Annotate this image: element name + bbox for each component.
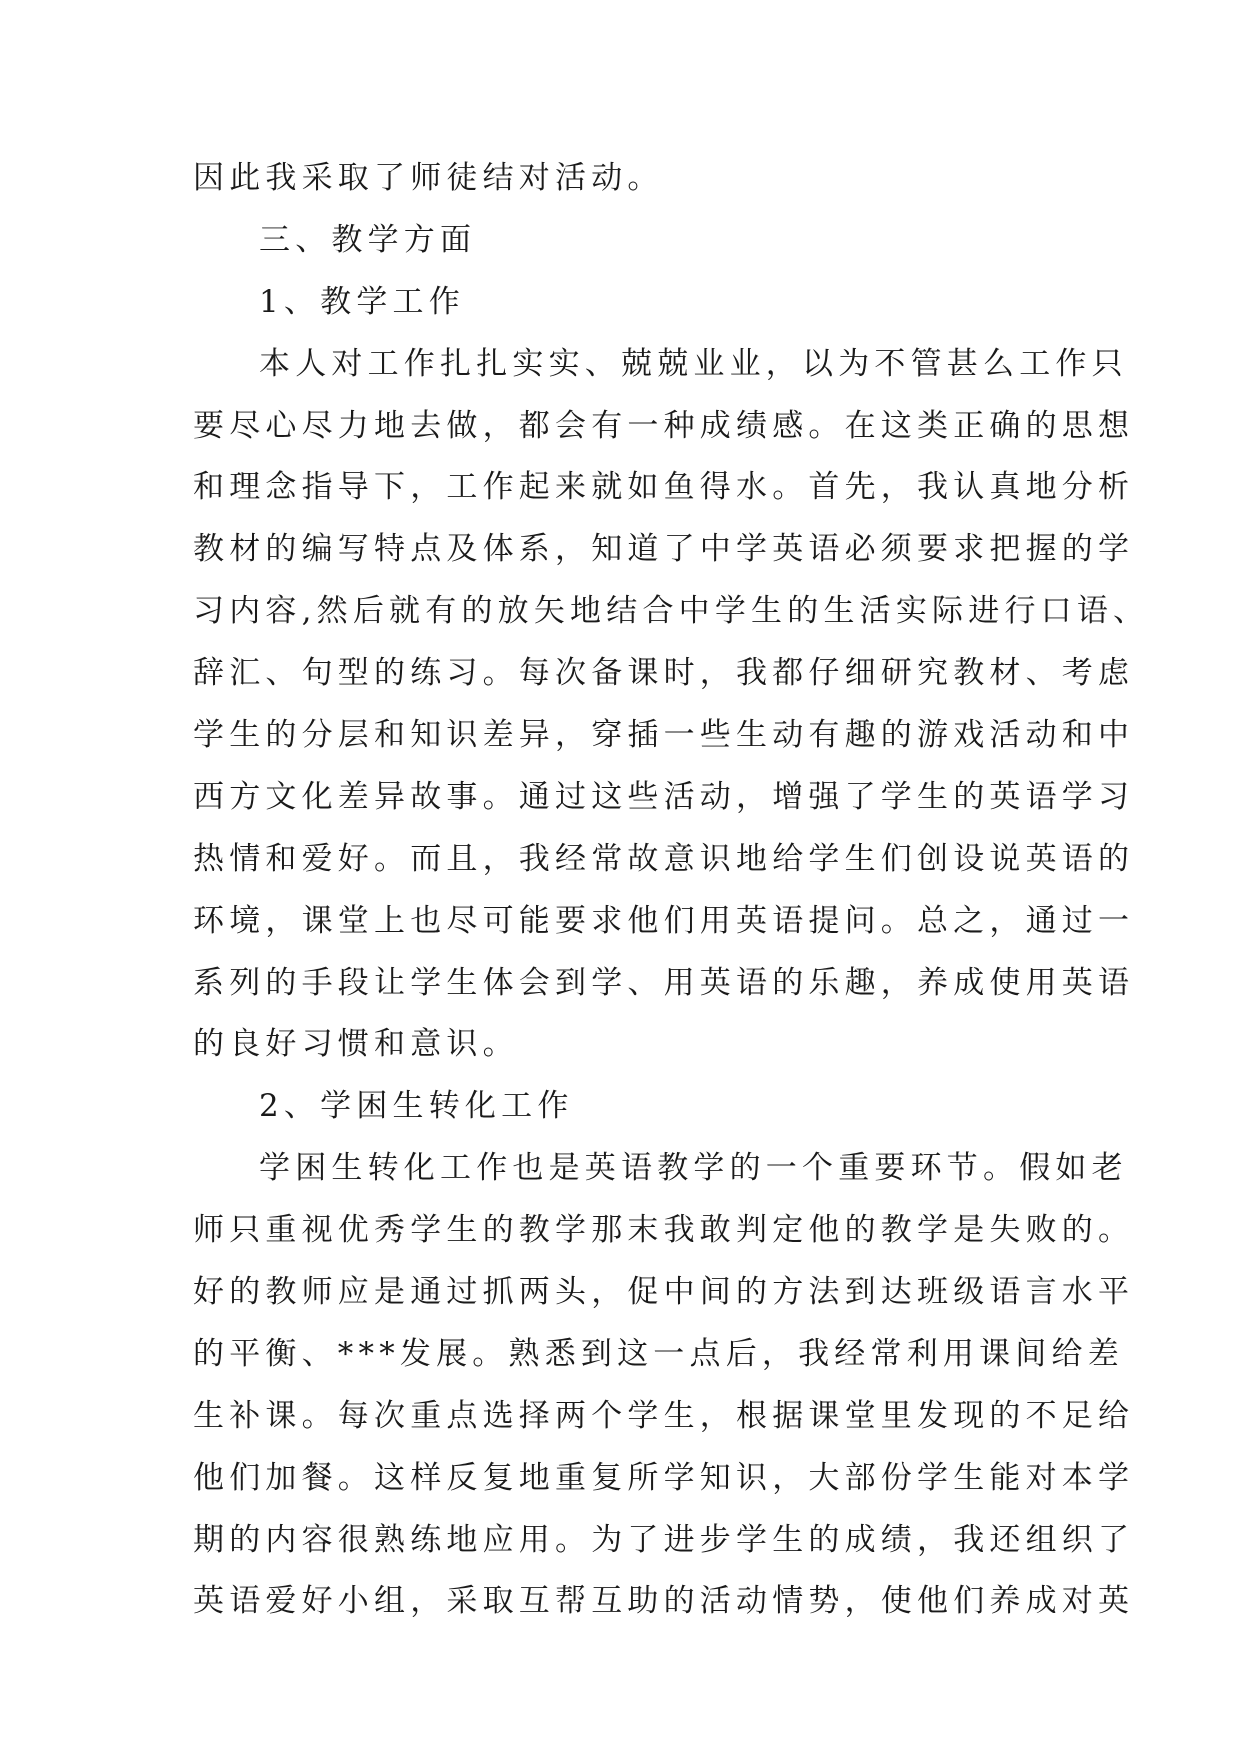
- paragraph-line: 好的教师应是通过抓两头，促中间的方法到达班级语言水平: [193, 1274, 1135, 1311]
- paragraph-line: 师只重视优秀学生的教学那末我敢判定他的教学是失败的。: [193, 1212, 1135, 1249]
- subsection-heading: 1、教学工作: [259, 283, 465, 320]
- subsection-heading: 2、学困生转化工作: [259, 1088, 574, 1125]
- paragraph-line: 学生的分层和知识差异，穿插一些生动有趣的游戏活动和中: [193, 717, 1135, 754]
- paragraph-line: 他们加餐。这样反复地重复所学知识，大部份学生能对本学: [193, 1459, 1135, 1496]
- paragraph-line: 本人对工作扎扎实实、兢兢业业，以为不管甚么工作只: [259, 345, 1128, 382]
- paragraph-line: 的平衡、***发展。熟悉到这一点后，我经常利用课间给差: [193, 1335, 1124, 1372]
- document-page: [193, 158, 1150, 1643]
- paragraph-line: 英语爱好小组，采取互帮互助的活动情势，使他们养成对英: [193, 1583, 1135, 1620]
- paragraph-line: 和理念指导下，工作起来就如鱼得水。首先，我认真地分析: [193, 469, 1135, 506]
- paragraph-line: 的良好习惯和意识。: [193, 1026, 519, 1063]
- paragraph-line: 生补课。每次重点选择两个学生，根据课堂里发现的不足给: [193, 1397, 1135, 1434]
- paragraph-line: 热情和爱好。而且，我经常故意识地给学生们创设说英语的: [193, 840, 1135, 877]
- paragraph-line: 学困生转化工作也是英语教学的一个重要环节。假如老: [259, 1150, 1128, 1187]
- paragraph-line: 环境，课堂上也尽可能要求他们用英语提问。总之，通过一: [193, 902, 1135, 939]
- text-line: 因此我采取了师徒结对活动。: [193, 160, 664, 196]
- paragraph-line: 要尽心尽力地去做，都会有一种成绩感。在这类正确的思想: [193, 407, 1135, 444]
- paragraph-line: 西方文化差异故事。通过这些活动，增强了学生的英语学习: [193, 778, 1135, 815]
- paragraph-line: 教材的编写特点及体系，知道了中学英语必须要求把握的学: [193, 531, 1135, 568]
- section-heading: 三、教学方面: [259, 221, 477, 258]
- paragraph-line: 辞汇、句型的练习。每次备课时，我都仔细研究教材、考虑: [193, 655, 1135, 692]
- paragraph-line: 系列的手段让学生体会到学、用英语的乐趣，养成使用英语: [193, 964, 1135, 1001]
- paragraph-line: 期的内容很熟练地应用。为了进步学生的成绩，我还组织了: [193, 1521, 1135, 1558]
- paragraph-line: 习内容,然后就有的放矢地结合中学生的生活实际进行口语、: [193, 593, 1150, 630]
